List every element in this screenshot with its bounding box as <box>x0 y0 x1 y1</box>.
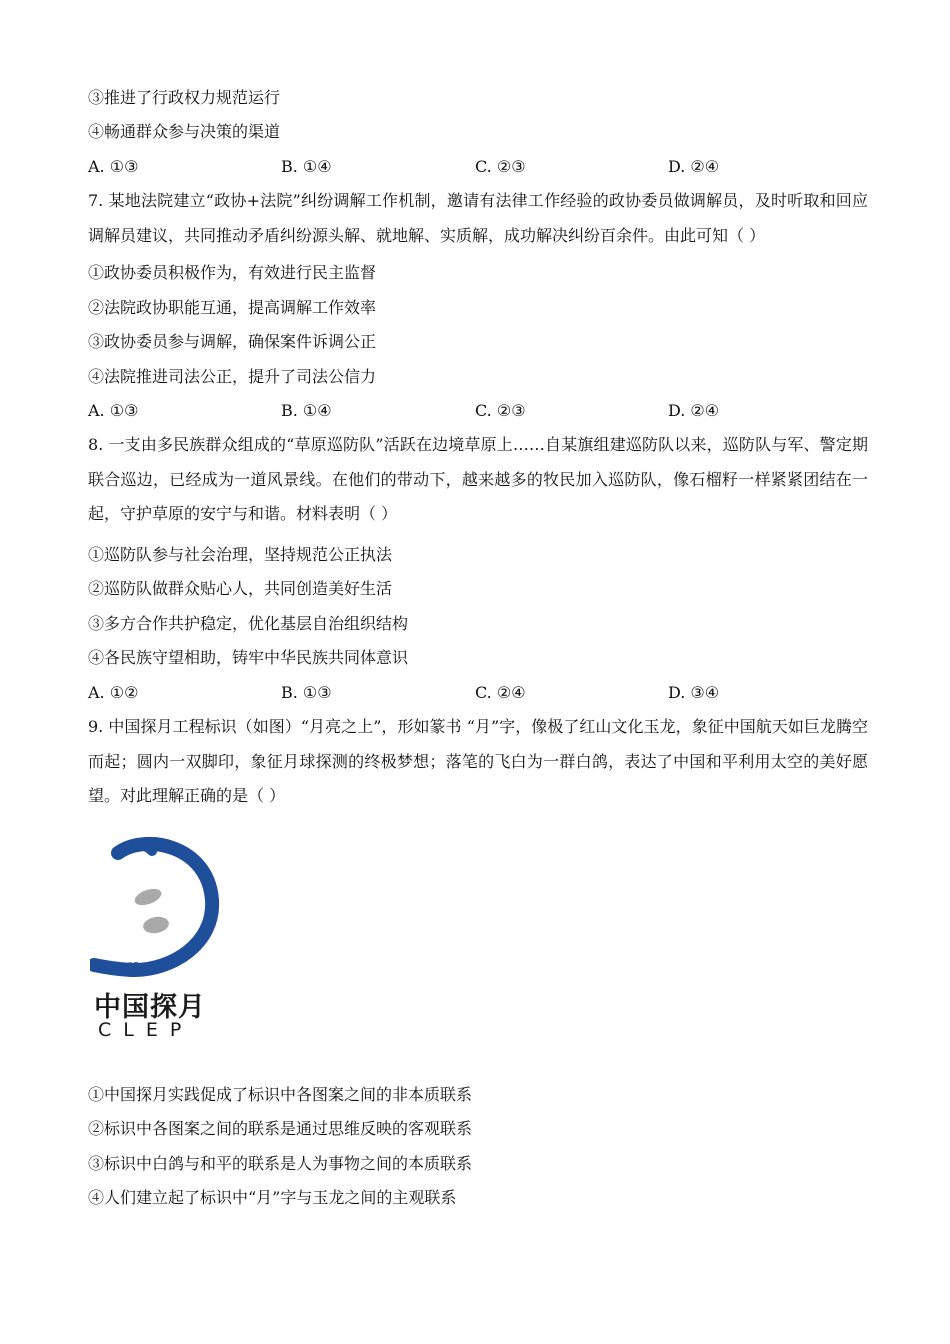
logo-english-text: CLEP <box>98 1019 194 1041</box>
q7-choice-c[interactable]: C. ②③ <box>475 401 526 420</box>
q7-option-4: ④法院推进司法公正，提升了司法公信力 <box>88 367 377 386</box>
q8-choice-c[interactable]: C. ②④ <box>475 683 526 702</box>
q7-option-1: ①政协委员积极作为，有效进行民主监督 <box>88 263 377 282</box>
q8-choice-d[interactable]: D. ③④ <box>668 683 720 702</box>
q9-option-4: ④人们建立起了标识中“月”字与玉龙之间的主观联系 <box>88 1188 457 1207</box>
q9-option-2: ②标识中各图案之间的联系是通过思维反映的客观联系 <box>88 1119 473 1138</box>
q6-choice-c[interactable]: C. ②③ <box>475 157 526 176</box>
q7-choices <box>88 401 868 421</box>
q7-choice-a[interactable]: A. ①③ <box>88 401 139 420</box>
q6-choice-d[interactable]: D. ②④ <box>668 157 720 176</box>
q7-choice-d[interactable]: D. ②④ <box>668 401 720 420</box>
footprint-lower-icon <box>142 915 170 935</box>
moon-stroke <box>94 844 212 970</box>
q6-option-4: ④畅通群众参与决策的渠道 <box>88 122 281 141</box>
q9-option-3: ③标识中白鸽与和平的联系是人为事物之间的本质联系 <box>88 1154 473 1173</box>
q7-option-3: ③政协委员参与调解，确保案件诉调公正 <box>88 332 377 351</box>
q8-stem: 8. 一支由多民族群众组成的“草原巡防队”活跃在边境草原上……自某旗组建巡防队以来，巡防队与军、警定期联合巡边，已经成为一道风景线。在他们的带动下，越来越多的牧民加入巡防队，像石榴籽一样紧紧团结在一起，守护草原的安宁与和谐。材料表明（ ） <box>88 435 868 523</box>
q7-stem: 7. 某地法院建立“政协+法院”纠纷调解工作机制，邀请有法律工作经验的政协委员做调解员，及时听取和回应调解员建议，共同推动矛盾纠纷源头解、就地解、实质解，成功解决纠纷百余件。由此可知（ ） <box>88 191 868 245</box>
q8-choices <box>88 683 868 703</box>
q6-choice-b[interactable]: B. ①④ <box>281 157 332 176</box>
logo-chinese-text: 中国探月 <box>94 992 206 1023</box>
q9-option-1: ①中国探月实践促成了标识中各图案之间的非本质联系 <box>88 1085 473 1104</box>
footprint-upper-icon <box>132 886 163 909</box>
q8-option-4: ④各民族守望相助，铸牢中华民族共同体意识 <box>88 648 409 667</box>
clep-moon-emblem-icon <box>90 835 220 980</box>
q8-option-3: ③多方合作共护稳定，优化基层自治组织结构 <box>88 614 409 633</box>
q8-option-1: ①巡防队参与社会治理，坚持规范公正执法 <box>88 545 393 564</box>
q8-choice-a[interactable]: A. ①② <box>88 683 139 702</box>
q8-choice-b[interactable]: B. ①③ <box>281 683 332 702</box>
clep-logo <box>90 835 220 1040</box>
q8-option-2: ②巡防队做群众贴心人，共同创造美好生活 <box>88 579 393 598</box>
q9-stem: 9. 中国探月工程标识（如图）“月亮之上”，形如篆书 “月”字，像极了红山文化玉龙，象征中国航天如巨龙腾空而起；圆内一双脚印，象征月球探测的终极梦想；落笔的飞白为一群白鸽，表达了中国和平利用太空的美好愿望。对此理解正确的是（ ） <box>88 717 868 805</box>
q6-choices <box>88 157 868 177</box>
q6-choice-a[interactable]: A. ①③ <box>88 157 139 176</box>
q7-choice-b[interactable]: B. ①④ <box>281 401 332 420</box>
q7-option-2: ②法院政协职能互通，提高调解工作效率 <box>88 298 377 317</box>
q6-option-3: ③推进了行政权力规范运行 <box>88 88 281 107</box>
